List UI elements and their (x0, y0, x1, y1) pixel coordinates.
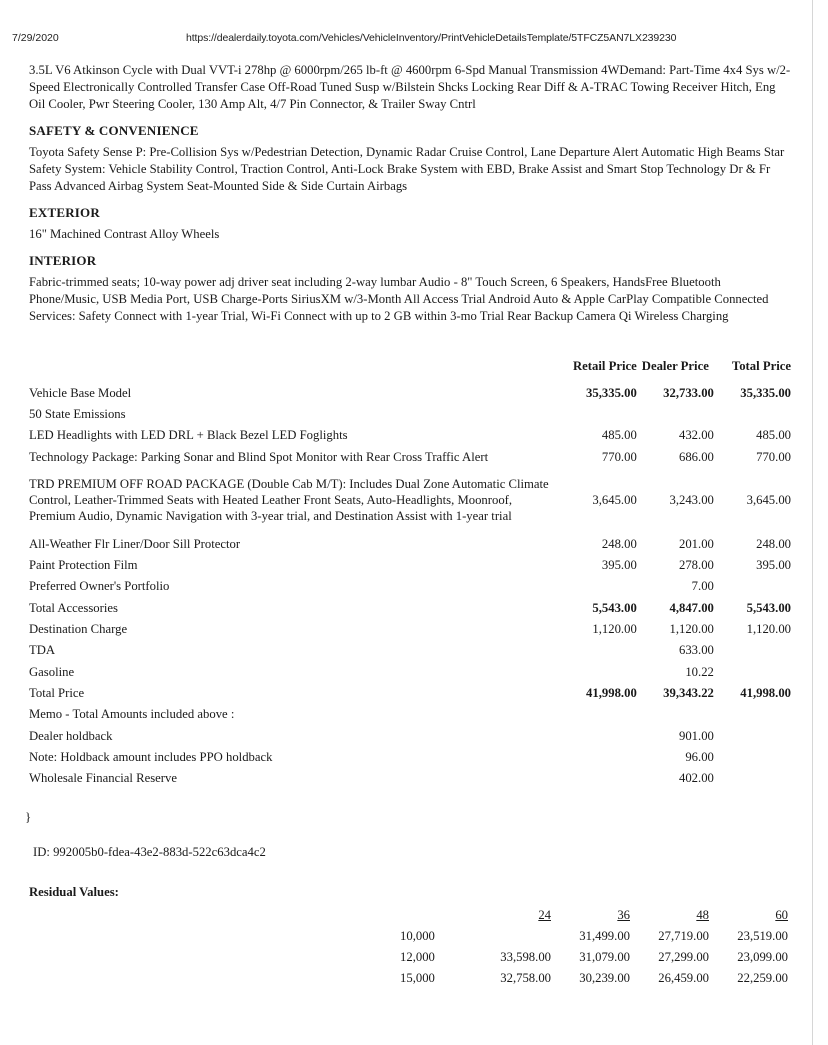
pricing-row-total: 35,335.00 (740, 385, 791, 400)
pricing-row-label: 50 State Emissions (29, 406, 126, 421)
residual-value (472, 926, 551, 947)
residual-mileage: 15,000 (400, 971, 435, 985)
print-date: 7/29/2020 (12, 32, 59, 44)
pricing-row-total (714, 767, 791, 788)
residual-term-header: 24 (538, 908, 551, 922)
pricing-header-row (29, 358, 791, 382)
pricing-row-total: 3,645.00 (746, 493, 791, 508)
section-text-exterior: 16" Machined Contrast Alloy Wheels (29, 227, 220, 241)
pricing-row-total: 5,543.00 (746, 600, 791, 615)
residual-value: 31,079.00 (579, 950, 630, 964)
pricing-row-label: LED Headlights with LED DRL + Black Bezel LED Foglights (29, 428, 348, 443)
vehicle-details (29, 62, 794, 325)
pricing-row-dealer: 278.00 (678, 558, 714, 573)
pricing-row-label: All-Weather Flr Liner/Door Sill Protector (29, 536, 241, 551)
pricing-row-total (714, 661, 791, 682)
pricing-row-retail: 35,335.00 (586, 385, 637, 400)
pricing-row-dealer: 686.00 (678, 449, 714, 464)
pricing-row-retail: 5,543.00 (592, 600, 637, 615)
residual-table (400, 905, 788, 989)
pricing-row (29, 425, 791, 446)
residual-value: 30,239.00 (579, 971, 630, 985)
pricing-row-total (714, 725, 791, 746)
pricing-row-label: Memo - Total Amounts included above : (29, 707, 235, 722)
pricing-row-label: Paint Protection Film (29, 558, 138, 573)
mechanical-description: 3.5L V6 Atkinson Cycle with Dual VVT-i 278hp @ 6000rpm/265 lb-ft @ 4600rpm 6-Spd Manual Transmission 4WDemand: Part-Time 4x4 Sys w/2-Speed Electronically Controlled Transfer Case Off-Road Tuned Susp w/Bilstein Shcks Locking Rear Diff & A-TRAC Towing Receiver Hitch, Eng Oil Cooler, Pwr Steering Cooler, 130 Amp Alt, 4/7 Pin Connector, & Trailer Sway Cntrl (29, 63, 791, 111)
pricing-row-label: TDA (29, 643, 56, 658)
pricing-row-total: 485.00 (756, 428, 791, 443)
residual-header-row (400, 905, 788, 926)
pricing-row-label: Total Price (29, 685, 85, 700)
residual-value: 27,299.00 (658, 950, 709, 964)
pricing-row (29, 767, 791, 788)
pricing-row-retail: 1,120.00 (592, 622, 637, 637)
residual-term-header: 60 (775, 908, 788, 922)
pricing-row (29, 618, 791, 639)
pricing-row-retail: 3,645.00 (592, 493, 637, 508)
pricing-row-dealer: 7.00 (691, 579, 714, 594)
pricing-row-dealer: 402.00 (678, 771, 714, 786)
section-title-exterior: EXTERIOR (29, 205, 100, 220)
section-title-interior: INTERIOR (29, 253, 97, 268)
residual-value: 26,459.00 (658, 971, 709, 985)
pricing-row-retail: 770.00 (601, 449, 637, 464)
section-title-safety: SAFETY & CONVENIENCE (29, 123, 199, 138)
pricing-row-label: Gasoline (29, 664, 75, 679)
pricing-header-blank (29, 358, 560, 382)
residual-value: 31,499.00 (579, 929, 630, 943)
pricing-row (29, 403, 791, 424)
pricing-row-retail (560, 704, 637, 725)
pricing-row (29, 640, 791, 661)
pricing-row-label: Vehicle Base Model (29, 385, 132, 400)
pricing-row-total: 395.00 (756, 558, 791, 573)
residual-value: 27,719.00 (658, 929, 709, 943)
pricing-row-retail: 485.00 (601, 428, 637, 443)
pricing-row-dealer: 432.00 (678, 428, 714, 443)
pricing-row-total (714, 746, 791, 767)
residual-value: 32,758.00 (500, 971, 551, 985)
residual-mileage: 10,000 (400, 929, 435, 943)
header-dealer-price: Dealer Price (641, 359, 709, 373)
residual-value: 23,099.00 (737, 950, 788, 964)
pricing-row (29, 725, 791, 746)
pricing-row-retail: 395.00 (601, 558, 637, 573)
pricing-row-total: 1,120.00 (746, 622, 791, 637)
residual-value: 22,259.00 (737, 971, 788, 985)
residual-term-header: 36 (617, 908, 630, 922)
pricing-row-total (714, 704, 791, 725)
residual-value: 23,519.00 (737, 929, 788, 943)
pricing-row (29, 554, 791, 575)
pricing-row (29, 682, 791, 703)
residual-mileage: 12,000 (400, 950, 435, 964)
pricing-row-dealer (637, 704, 714, 725)
residual-header-blank (400, 905, 472, 926)
pricing-row-retail (560, 640, 637, 661)
pricing-row-dealer: 96.00 (685, 749, 714, 764)
pricing-row-total (714, 640, 791, 661)
residual-row (400, 968, 788, 989)
header-retail-price: Retail Price (573, 359, 637, 373)
residual-row (400, 947, 788, 968)
residual-body (400, 905, 788, 989)
print-header (12, 32, 812, 46)
pricing-row-dealer: 1,120.00 (669, 622, 714, 637)
section-text-interior: Fabric-trimmed seats; 10-way power adj driver seat including 2-way lumbar Audio - 8" Touch Screen, 6 Speakers, HandsFree Bluetooth Phone/Music, USB Media Port, USB Charge-Ports SiriusXM w/3-Month All Access Trial Android Auto & Apple CarPlay Compatible Connected Services: Safety Connect with 1-year Trial, Wi-Fi Connect with up to 2 GB within 3-mo Trial Rear Backup Camera Qi Wireless Charging (29, 275, 769, 323)
pricing-row-label: Wholesale Financial Reserve (29, 771, 177, 786)
header-total-price: Total Price (731, 359, 791, 373)
document-id: ID: 992005b0-fdea-43e2-883d-522c63dca4c2 (33, 845, 266, 859)
pricing-row-dealer: 10.22 (685, 664, 714, 679)
pricing-row-retail (560, 746, 637, 767)
pricing-row-retail (560, 576, 637, 597)
pricing-row (29, 597, 791, 618)
pricing-row-retail (560, 767, 637, 788)
pricing-row-retail (560, 403, 637, 424)
pricing-row (29, 382, 791, 403)
pricing-row-label: Note: Holdback amount includes PPO holdback (29, 749, 273, 764)
pricing-row-retail (560, 725, 637, 746)
residual-title: Residual Values: (29, 885, 119, 899)
pricing-row-dealer: 39,343.22 (663, 685, 714, 700)
pricing-row-total: 41,998.00 (740, 685, 791, 700)
pricing-row-label: Technology Package: Parking Sonar and Blind Spot Monitor with Rear Cross Traffic Alert (29, 449, 489, 464)
pricing-row-total (714, 576, 791, 597)
pricing-row-dealer: 201.00 (678, 536, 714, 551)
pricing-row (29, 746, 791, 767)
pricing-row (29, 576, 791, 597)
pricing-body (29, 382, 791, 789)
pricing-row-dealer: 4,847.00 (669, 600, 714, 615)
pricing-row-total: 770.00 (756, 449, 791, 464)
pricing-row-total: 248.00 (756, 536, 791, 551)
residual-value: 33,598.00 (500, 950, 551, 964)
residual-row (400, 926, 788, 947)
pricing-row-retail (560, 661, 637, 682)
closing-brace: } (25, 809, 32, 824)
pricing-row (29, 661, 791, 682)
print-url: https://dealerdaily.toyota.com/Vehicles/VehicleInventory/PrintVehicleDetailsTemplate/5TFCZ5AN7LX239230 (186, 32, 677, 44)
pricing-row-retail: 248.00 (601, 536, 637, 551)
residual-term-header: 48 (696, 908, 709, 922)
pricing-row (29, 446, 791, 467)
pricing-row-dealer: 3,243.00 (669, 493, 714, 508)
pricing-table (29, 358, 791, 789)
pricing-row (29, 467, 791, 533)
pricing-row-retail: 41,998.00 (586, 685, 637, 700)
pricing-row (29, 704, 791, 725)
pricing-row-label: Total Accessories (29, 600, 118, 615)
pricing-row-label: Destination Charge (29, 622, 128, 637)
pricing-row-dealer: 901.00 (678, 728, 714, 743)
section-text-safety: Toyota Safety Sense P: Pre-Collision Sys w/Pedestrian Detection, Dynamic Radar Cruise Control, Lane Departure Alert Automatic High Beams Star Safety System: Vehicle Stability Control, Traction Control, Anti-Lock Brake System with EBD, Brake Assist and Smart Stop Technology Dr & Fr Pass Advanced Airbag System Seat-Mounted Side & Side Curtain Airbags (29, 145, 785, 193)
pricing-row-total (714, 403, 791, 424)
pricing-row-dealer (637, 403, 714, 424)
pricing-row-dealer: 32,733.00 (663, 385, 714, 400)
pricing-row (29, 533, 791, 554)
pricing-row-label: Preferred Owner's Portfolio (29, 579, 170, 594)
pricing-row-label: TRD PREMIUM OFF ROAD PACKAGE (Double Cab M/T): Includes Dual Zone Automatic Climate Control, Leather-Trimmed Seats with Heated Leather Front Seats, Auto-Headlights, Moonroof, Premium Audio, Dynamic Navigation with 3-year trial, and Destination Assist with 1-year trial (29, 477, 549, 524)
pricing-row-dealer: 633.00 (678, 643, 714, 658)
pricing-row-label: Dealer holdback (29, 728, 113, 743)
